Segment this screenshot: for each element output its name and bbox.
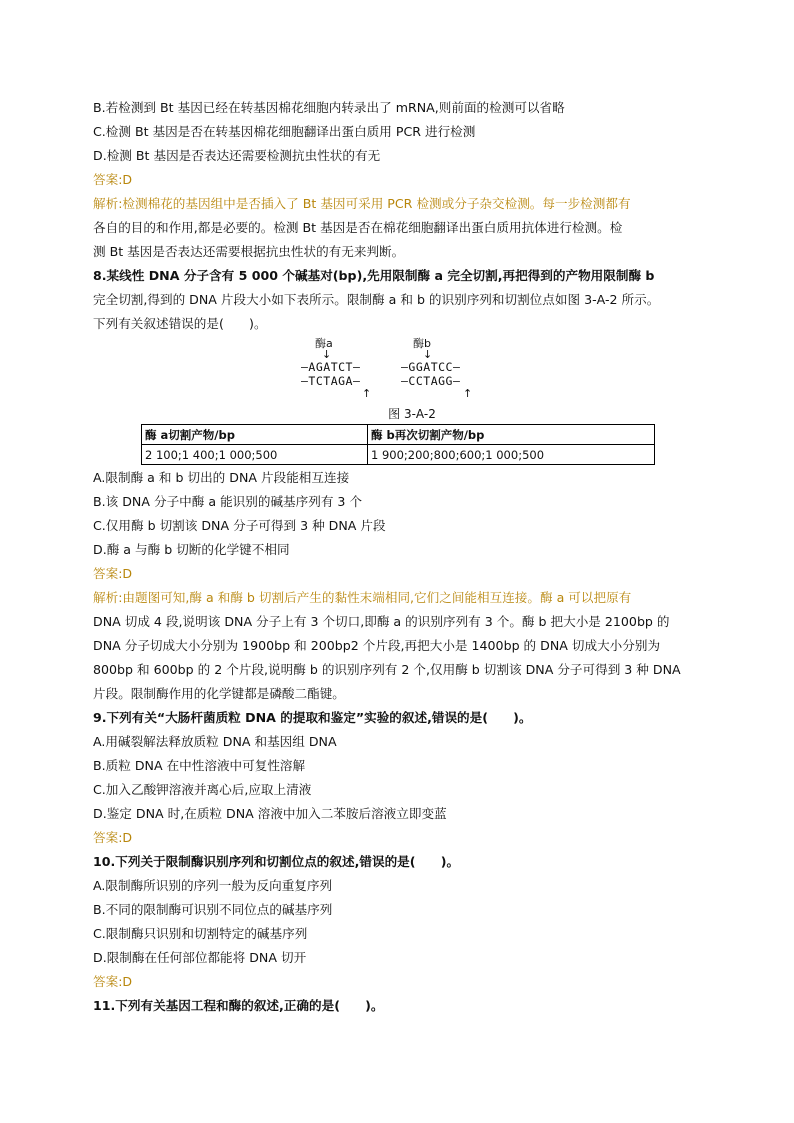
option-c-q8: C.仅用酶 b 切割该 DNA 分子可得到 3 种 DNA 片段 [93, 518, 386, 533]
analysis-q7-line1: 解析:检测棉花的基因组中是否插入了 Bt 基因可采用 PCR 检测或分子杂交检测。每一步检测都有 [93, 196, 631, 211]
question-8-line2: 完全切割,得到的 DNA 片段大小如下表所示。限制酶 a 和 b 的识别序列和切割位点如图 3-A-2 所示。 [93, 292, 660, 307]
document-page [93, 96, 713, 1018]
table-cell: 2 100;1 400;1 000;500 [142, 445, 368, 465]
enzyme-a-bottom-arrow-icon: ↑ [362, 387, 372, 400]
table-header-row [142, 425, 655, 445]
analysis-q8-line3: DNA 分子切成大小分别为 1900bp 和 200bp2 个片段,再把大小是 1400bp 的 DNA 切成大小分别为 [93, 638, 661, 653]
question-9: 9.下列有关“大肠杆菌质粒 DNA 的提取和鉴定”实验的叙述,错误的是( )。 [93, 710, 532, 725]
option-b-q8: B.该 DNA 分子中酶 a 能识别的碱基序列有 3 个 [93, 494, 363, 509]
answer-q10: 答案:D [93, 974, 133, 989]
answer-q7: 答案:D [93, 172, 133, 187]
option-c-q10: C.限制酶只识别和切割特定的碱基序列 [93, 926, 308, 941]
enzyme-b-bottom-arrow-icon: ↑ [463, 387, 473, 400]
option-a-q10: A.限制酶所识别的序列一般为反向重复序列 [93, 878, 333, 893]
option-d-q9: D.鉴定 DNA 时,在质粒 DNA 溶液中加入二苯胺后溶液立即变蓝 [93, 806, 447, 821]
enzyme-b-bottom-strand: —CCTAGG— [401, 374, 461, 388]
option-b-q10: B.不同的限制酶可识别不同位点的碱基序列 [93, 902, 333, 917]
enzyme-b-top-strand: —GGATCC— [401, 360, 461, 374]
analysis-q8-line2: DNA 切成 4 段,说明该 DNA 分子上有 3 个切口,即酶 a 的识别序列有 3 个。酶 b 把大小是 2100bp 的 [93, 614, 670, 629]
figure-caption: 图 3-A-2 [388, 407, 436, 421]
option-d-q7: D.检测 Bt 基因是否表达还需要检测抗虫性状的有无 [93, 148, 381, 163]
table-cell: 1 900;200;800;600;1 000;500 [368, 445, 655, 465]
table-row [142, 445, 655, 465]
answer-q8: 答案:D [93, 566, 133, 581]
question-11: 11.下列有关基因工程和酶的叙述,正确的是( )。 [93, 998, 384, 1013]
question-8-line1: 8.某线性 DNA 分子含有 5 000 个碱基对(bp),先用限制酶 a 完全切割,再把得到的产物用限制酶 b [93, 268, 655, 283]
analysis-q8-line5: 片段。限制酶作用的化学键都是磷酸二酯键。 [93, 686, 345, 701]
option-c-q7: C.检测 Bt 基因是否在转基因棉花细胞翻译出蛋白质用 PCR 进行检测 [93, 124, 476, 139]
option-d-q8: D.酶 a 与酶 b 切断的化学键不相同 [93, 542, 290, 557]
table-header-cell: 酶 b再次切割产物/bp [368, 425, 655, 445]
option-a-q9: A.用碱裂解法释放质粒 DNA 和基因组 DNA [93, 734, 337, 749]
question-10: 10.下列关于限制酶识别序列和切割位点的叙述,错误的是( )。 [93, 854, 460, 869]
analysis-q8-line1: 解析:由题图可知,酶 a 和酶 b 切割后产生的黏性末端相同,它们之间能相互连接。酶 a 可以把原有 [93, 590, 632, 605]
question-8-line3: 下列有关叙述错误的是( )。 [93, 316, 267, 331]
enzyme-a-top-arrow-icon: ↓ [322, 348, 332, 361]
enzyme-a-bottom-strand: —TCTAGA— [301, 374, 361, 388]
enzyme-b-label: 酶b [413, 337, 431, 350]
analysis-q8-line4: 800bp 和 600bp 的 2 个片段,说明酶 b 的识别序列有 2 个,仅用酶 b 切割该 DNA 分子可得到 3 种 DNA [93, 662, 681, 677]
analysis-q7-line3: 测 Bt 基因是否表达还需要根据抗虫性状的有无来判断。 [93, 244, 405, 259]
option-a-q8: A.限制酶 a 和 b 切出的 DNA 片段能相互连接 [93, 470, 350, 485]
option-c-q9: C.加入乙酸钾溶液并离心后,应取上清液 [93, 782, 312, 797]
restriction-site-figure [93, 338, 713, 404]
enzyme-a-top-strand: —AGATCT— [301, 360, 361, 374]
option-b-q7: B.若检测到 Bt 基因已经在转基因棉花细胞内转录出了 mRNA,则前面的检测可以省略 [93, 100, 565, 115]
option-d-q10: D.限制酶在任何部位都能将 DNA 切开 [93, 950, 307, 965]
table-header-cell: 酶 a切割产物/bp [142, 425, 368, 445]
cut-products-table [141, 424, 655, 465]
option-b-q9: B.质粒 DNA 在中性溶液中可复性溶解 [93, 758, 306, 773]
analysis-q7-line2: 各自的目的和作用,都是必要的。检测 Bt 基因是否在棉花细胞翻译出蛋白质用抗体进行检测。检 [93, 220, 623, 235]
enzyme-b-top-arrow-icon: ↓ [423, 348, 433, 361]
enzyme-a-label: 酶a [315, 337, 333, 350]
answer-q9: 答案:D [93, 830, 133, 845]
